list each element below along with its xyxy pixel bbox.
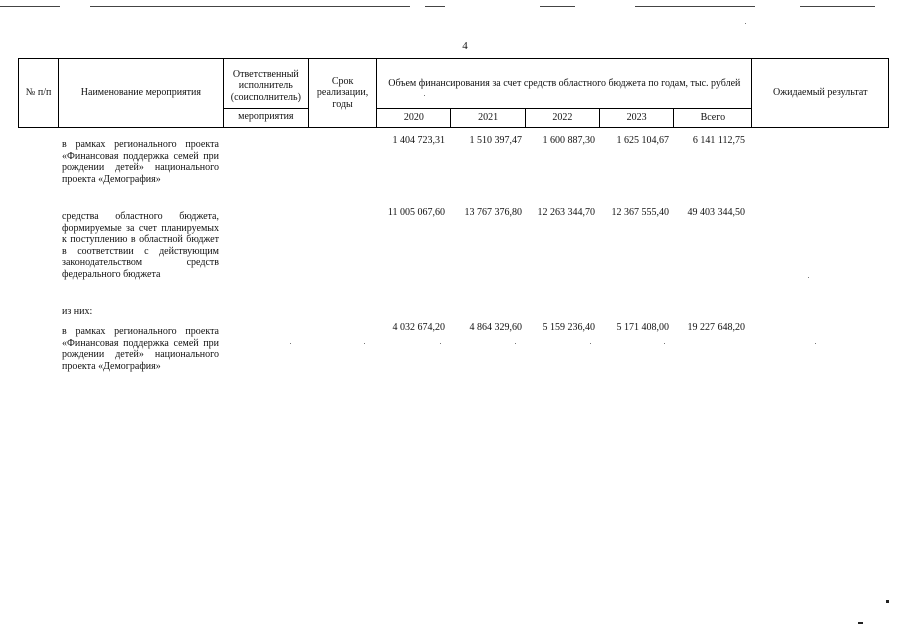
row-3-description: из них: [62,306,93,317]
scan-speck [515,343,516,344]
scan-speck [290,343,291,344]
row-4-description: в рамках регионального проекта «Финансовая поддержка семей при рождении детей» национального проекта «Демография» [62,326,219,372]
page-number: 4 [462,40,468,52]
row-2-value-2022: 12 263 344,70 [537,207,595,218]
header-result: Ожидаемый результат [752,59,889,128]
header-funding: Объем финансирования за счет средств областного бюджета по годам, тыс. рублей [377,59,752,109]
row-1-value-2020: 1 404 723,31 [392,135,445,146]
scan-speck [424,95,425,96]
row-1-value-2022: 1 600 887,30 [542,135,595,146]
header-responsible: Ответственный исполнитель (соисполнитель) [223,59,308,109]
row-4-value-2021: 4 864 329,60 [469,322,522,333]
row-2-value-2021: 13 767 376,80 [464,207,522,218]
header-year-2023: 2023 [599,109,673,128]
row-1-description: в рамках регионального проекта «Финансовая поддержка семей при рождении детей» национального проекта «Демография» [62,139,219,185]
header-num: № п/п [19,59,59,128]
row-2-description: средства областного бюджета, формируемые за счет планируемых к поступлению в областной бюджет в соответствии с действующим законодательством средств федерального бюджета [62,211,219,280]
row-2-value-2023: 12 367 555,40 [611,207,669,218]
scan-speck [590,343,591,344]
header-year-total: Всего [674,109,752,128]
scan-speck [440,343,441,344]
header-responsible-suffix: мероприятия [223,109,308,128]
header-term: Срок реализации, годы [308,59,376,128]
scan-speck [664,343,665,344]
row-1-value-total: 6 141 112,75 [692,135,745,146]
scan-mark [886,600,889,603]
header-year-2022: 2022 [525,109,599,128]
header-year-2020: 2020 [377,109,451,128]
row-2-value-2020: 11 005 067,60 [387,207,445,218]
row-4-value-total: 19 227 648,20 [687,322,745,333]
row-1-value-2023: 1 625 104,67 [616,135,669,146]
scan-mark [858,622,863,624]
row-1-value-2021: 1 510 397,47 [469,135,522,146]
row-4-value-2023: 5 171 408,00 [616,322,669,333]
scan-speck [745,23,746,24]
row-4-value-2020: 4 032 674,20 [392,322,445,333]
row-2-value-total: 49 403 344,50 [687,207,745,218]
scan-speck [815,343,816,344]
scan-speck [364,343,365,344]
header-year-2021: 2021 [451,109,525,128]
scan-speck [808,277,809,278]
row-4-value-2022: 5 159 236,40 [542,322,595,333]
header-name: Наименование мероприятия [59,59,224,128]
